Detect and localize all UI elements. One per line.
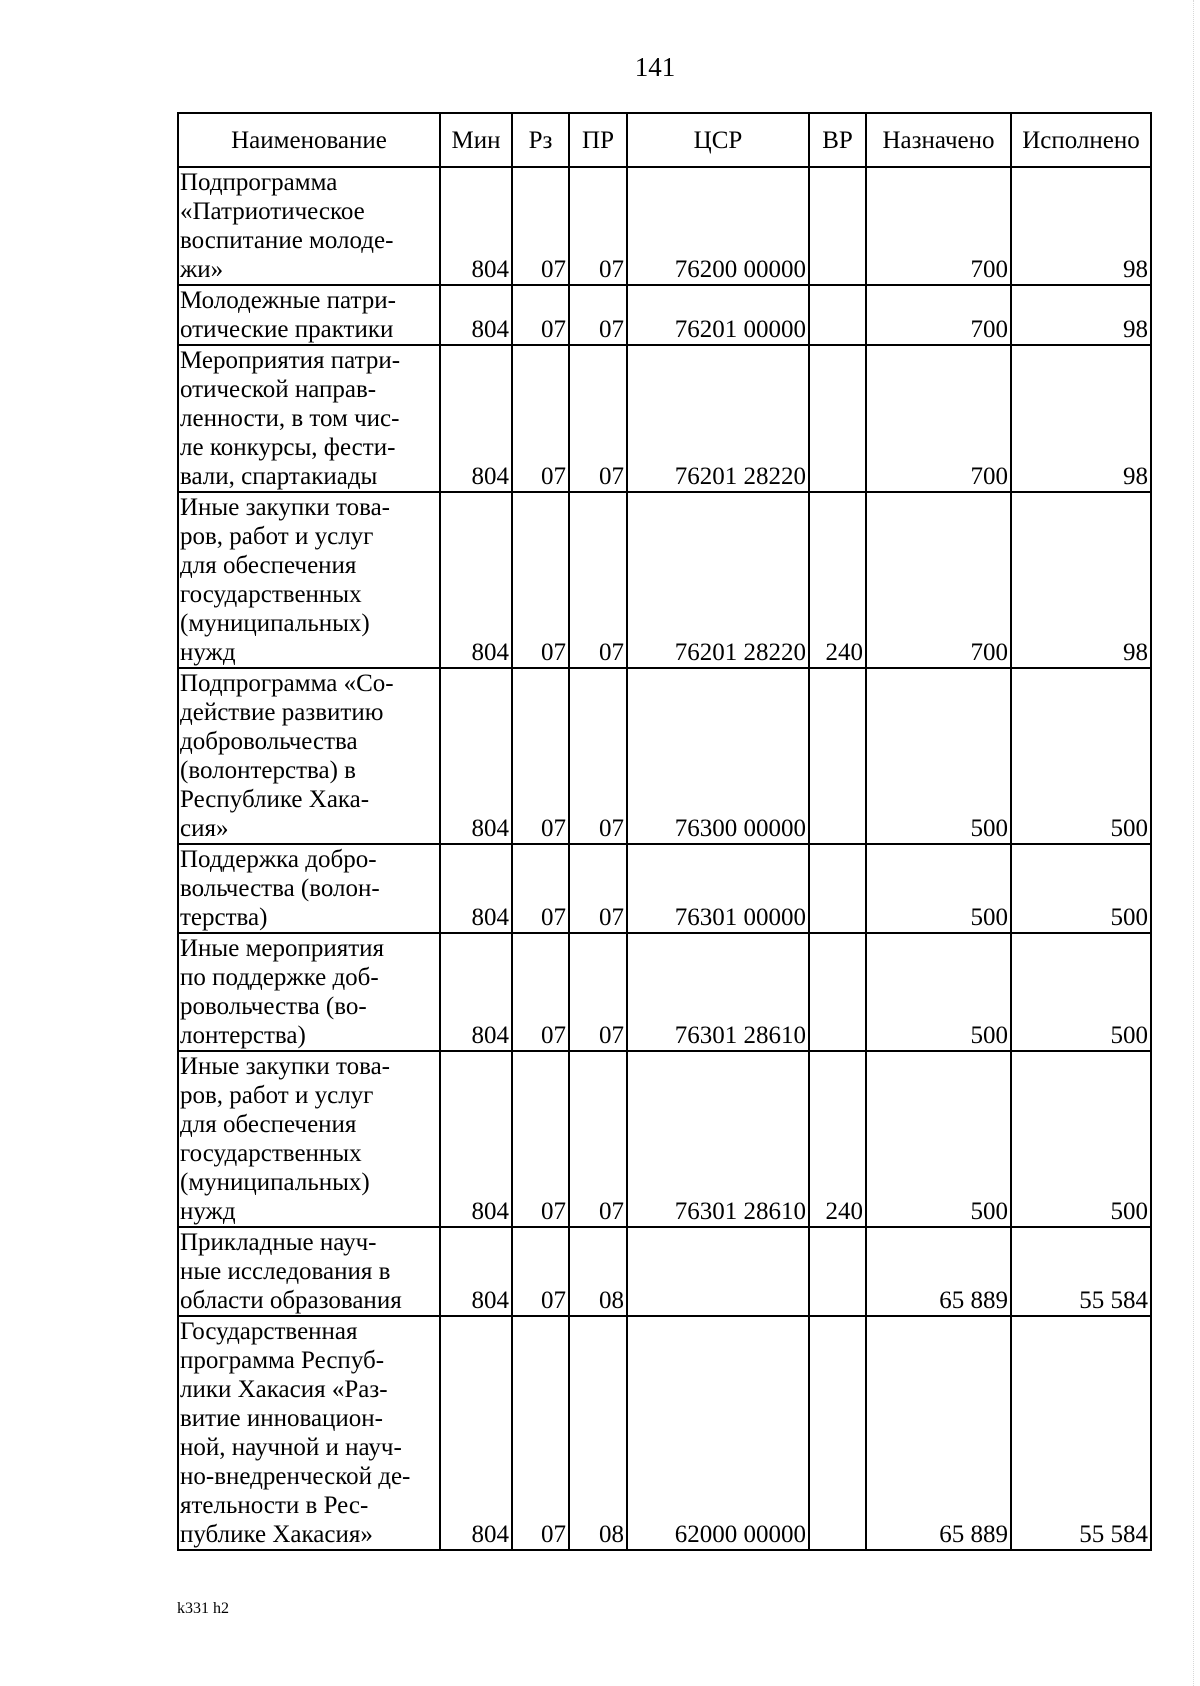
cell-executed: 500 xyxy=(1011,1051,1151,1227)
header-vr: ВР xyxy=(809,113,866,167)
cell-min: 804 xyxy=(440,1051,512,1227)
cell-name: Иные закупки това- ров, работ и услуг для обеспечения государственных (муниципальных) нужд xyxy=(178,1051,440,1227)
cell-executed: 98 xyxy=(1011,492,1151,668)
cell-vr xyxy=(809,167,866,285)
cell-assigned: 500 xyxy=(866,844,1011,933)
cell-vr xyxy=(809,844,866,933)
cell-rz: 07 xyxy=(512,285,569,345)
page-number: 141 xyxy=(634,52,676,82)
cell-csr: 76301 28610 xyxy=(627,933,809,1051)
cell-name: Мероприятия патри- отической направ- ленности, в том чис- ле конкурсы, фести- вали, спартакиады xyxy=(178,345,440,492)
header-executed: Исполнено xyxy=(1011,113,1151,167)
cell-pr: 07 xyxy=(569,167,627,285)
cell-csr: 76301 00000 xyxy=(627,844,809,933)
cell-executed: 98 xyxy=(1011,285,1151,345)
cell-executed: 98 xyxy=(1011,345,1151,492)
cell-csr: 76201 00000 xyxy=(627,285,809,345)
cell-executed: 98 xyxy=(1011,167,1151,285)
cell-name: Иные мероприятия по поддержке доб- ровольчества (во- лонтерства) xyxy=(178,933,440,1051)
cell-assigned: 700 xyxy=(866,345,1011,492)
cell-rz: 07 xyxy=(512,844,569,933)
cell-csr: 76201 28220 xyxy=(627,345,809,492)
cell-min: 804 xyxy=(440,668,512,844)
cell-rz: 07 xyxy=(512,492,569,668)
header-assigned: Назначено xyxy=(866,113,1011,167)
budget-table xyxy=(177,112,1152,1551)
table-row xyxy=(178,933,1151,1051)
cell-executed: 55 584 xyxy=(1011,1227,1151,1316)
cell-rz: 07 xyxy=(512,345,569,492)
cell-rz: 07 xyxy=(512,668,569,844)
cell-executed: 55 584 xyxy=(1011,1316,1151,1550)
table-row xyxy=(178,1051,1151,1227)
table-row xyxy=(178,668,1151,844)
cell-rz: 07 xyxy=(512,933,569,1051)
cell-vr xyxy=(809,668,866,844)
cell-name: Подпрограмма «Со- действие развитию добровольчества (волонтерства) в Республике Хака- сия» xyxy=(178,668,440,844)
cell-csr: 76300 00000 xyxy=(627,668,809,844)
cell-csr: 76201 28220 xyxy=(627,492,809,668)
cell-assigned: 700 xyxy=(866,492,1011,668)
page-edge-dotted-line xyxy=(1193,0,1194,1686)
header-pr: ПР xyxy=(569,113,627,167)
cell-name: Поддержка добро- вольчества (волон- терства) xyxy=(178,844,440,933)
cell-assigned: 700 xyxy=(866,167,1011,285)
cell-min: 804 xyxy=(440,1316,512,1550)
cell-name: Государственная программа Респуб- лики Хакасия «Раз- витие инновацион- ной, научной и науч- но-внедренческой де- ятельности в Рес- публике Хакасия» xyxy=(178,1316,440,1550)
cell-vr xyxy=(809,345,866,492)
table-row xyxy=(178,844,1151,933)
table-header-row xyxy=(178,113,1151,167)
cell-assigned: 700 xyxy=(866,285,1011,345)
cell-min: 804 xyxy=(440,933,512,1051)
cell-min: 804 xyxy=(440,1227,512,1316)
cell-vr xyxy=(809,285,866,345)
cell-pr: 07 xyxy=(569,285,627,345)
cell-min: 804 xyxy=(440,285,512,345)
cell-assigned: 500 xyxy=(866,933,1011,1051)
table-row xyxy=(178,285,1151,345)
table-row xyxy=(178,492,1151,668)
cell-rz: 07 xyxy=(512,167,569,285)
cell-rz: 07 xyxy=(512,1316,569,1550)
header-csr: ЦСР xyxy=(627,113,809,167)
cell-rz: 07 xyxy=(512,1227,569,1316)
cell-pr: 08 xyxy=(569,1227,627,1316)
header-min: Мин xyxy=(440,113,512,167)
cell-name: Молодежные патри- отические практики xyxy=(178,285,440,345)
cell-rz: 07 xyxy=(512,1051,569,1227)
cell-pr: 07 xyxy=(569,933,627,1051)
cell-pr: 07 xyxy=(569,1051,627,1227)
cell-csr: 62000 00000 xyxy=(627,1316,809,1550)
table-row xyxy=(178,345,1151,492)
cell-csr: 76301 28610 xyxy=(627,1051,809,1227)
cell-executed: 500 xyxy=(1011,933,1151,1051)
cell-pr: 07 xyxy=(569,668,627,844)
cell-pr: 07 xyxy=(569,844,627,933)
cell-pr: 08 xyxy=(569,1316,627,1550)
header-rz: Рз xyxy=(512,113,569,167)
table-body xyxy=(178,167,1151,1550)
cell-name: Подпрограмма «Патриотическое воспитание молоде- жи» xyxy=(178,167,440,285)
table-row xyxy=(178,167,1151,285)
cell-vr: 240 xyxy=(809,1051,866,1227)
table-row xyxy=(178,1227,1151,1316)
cell-assigned: 65 889 xyxy=(866,1316,1011,1550)
cell-csr xyxy=(627,1227,809,1316)
header-name: Наименование xyxy=(178,113,440,167)
cell-assigned: 500 xyxy=(866,668,1011,844)
cell-vr xyxy=(809,1316,866,1550)
cell-assigned: 65 889 xyxy=(866,1227,1011,1316)
cell-min: 804 xyxy=(440,844,512,933)
cell-min: 804 xyxy=(440,492,512,668)
cell-pr: 07 xyxy=(569,492,627,668)
cell-executed: 500 xyxy=(1011,668,1151,844)
cell-vr: 240 xyxy=(809,492,866,668)
cell-executed: 500 xyxy=(1011,844,1151,933)
cell-min: 804 xyxy=(440,167,512,285)
cell-name: Прикладные науч- ные исследования в области образования xyxy=(178,1227,440,1316)
cell-vr xyxy=(809,933,866,1051)
footer-code: k331 h2 xyxy=(177,1600,229,1617)
table-row xyxy=(178,1316,1151,1550)
cell-pr: 07 xyxy=(569,345,627,492)
cell-vr xyxy=(809,1227,866,1316)
cell-assigned: 500 xyxy=(866,1051,1011,1227)
cell-min: 804 xyxy=(440,345,512,492)
cell-csr: 76200 00000 xyxy=(627,167,809,285)
cell-name: Иные закупки това- ров, работ и услуг для обеспечения государственных (муниципальных) нужд xyxy=(178,492,440,668)
